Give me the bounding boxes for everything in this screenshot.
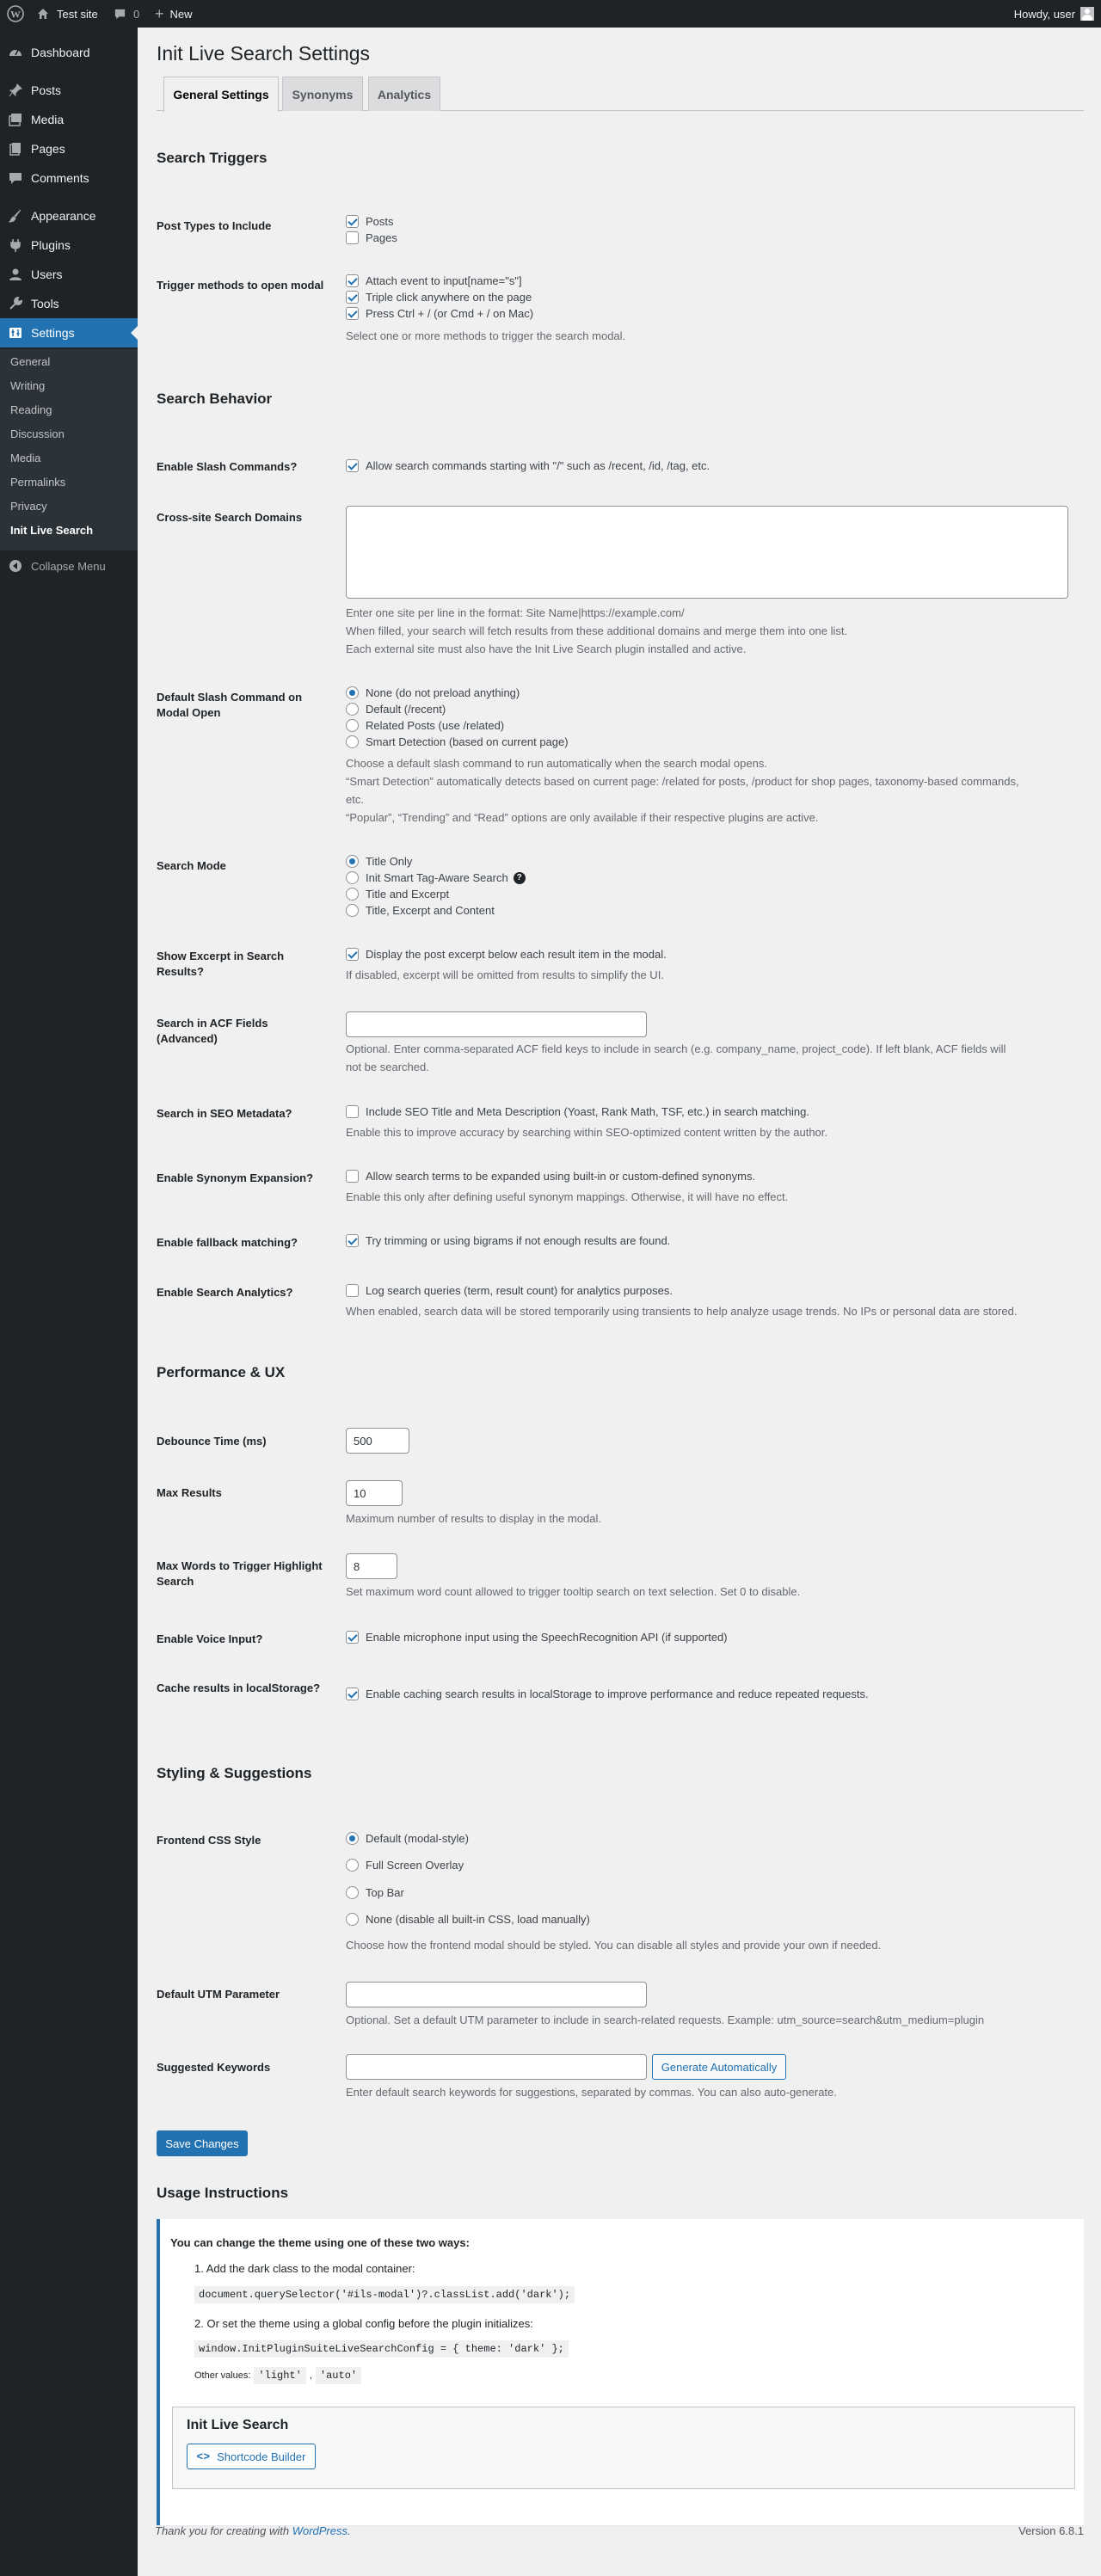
usage-step-2: 2. Or set the theme using a global config before the plugin initializes: — [194, 2317, 533, 2330]
acf-description-2: not be searched. — [346, 1061, 429, 1073]
settings-submenu — [0, 349, 138, 550]
usage-other-values — [194, 2367, 361, 2384]
code-snippet: document.querySelector('#ils-modal')?.classList.add('dark'); — [194, 2286, 575, 2303]
default-slash-related-radio[interactable] — [346, 719, 504, 732]
analytics-description: When enabled, search data will be stored temporarily using transients to help analyze usage trends. No IPs or personal data are stored. — [346, 1305, 1018, 1318]
footer-thanks-suffix: . — [348, 2524, 351, 2537]
cross-site-description-2: When filled, your search will fetch results from these additional domains and merge them into one list. — [346, 624, 848, 637]
usage-instructions-panel — [157, 2219, 1084, 2525]
sidebar-item-label: Comments — [31, 171, 89, 185]
page-icon — [0, 141, 31, 157]
checkbox[interactable] — [346, 274, 359, 287]
section-heading-performance: Performance & UX — [157, 1364, 286, 1380]
seo-checkbox[interactable] — [346, 1105, 809, 1118]
checkbox-label: Allow search commands starting with "/" such as /recent, /id, /tag, etc. — [366, 459, 710, 472]
value-separator: , — [309, 2370, 312, 2381]
section-heading-behavior: Search Behavior — [157, 390, 273, 407]
cache-checkbox[interactable] — [346, 1688, 869, 1700]
new-label: New — [169, 7, 193, 21]
checkbox-label: Allow search terms to be expanded using built-in or custom-defined synonyms. — [366, 1170, 756, 1183]
radio-label: None (disable all built-in CSS, load manually) — [366, 1913, 590, 1926]
new-content-link[interactable] — [155, 0, 193, 28]
checkbox-label: Pages — [366, 231, 397, 244]
default-slash-none-radio[interactable] — [346, 686, 520, 699]
help-icon[interactable]: ? — [514, 872, 526, 884]
checkbox-label: Press Ctrl + / (or Cmd + / on Mac) — [366, 307, 534, 320]
section-heading-triggers: Search Triggers — [157, 150, 268, 166]
wrench-icon — [0, 296, 31, 311]
mode-full-content-radio[interactable] — [346, 904, 495, 917]
post-type-pages-checkbox[interactable] — [346, 231, 397, 244]
site-name-link[interactable] — [36, 0, 98, 28]
sidebar-item-comments[interactable] — [0, 163, 138, 193]
radio[interactable] — [346, 703, 359, 716]
sidebar-item-dashboard[interactable] — [0, 38, 138, 67]
mode-smart-tag-radio[interactable] — [346, 871, 526, 884]
home-icon — [36, 7, 50, 21]
max-words-label: Max Words to Trigger Highlight Search — [157, 1559, 323, 1588]
sidebar-item-label: Settings — [31, 326, 75, 340]
trigger-shortcut-checkbox[interactable] — [346, 307, 533, 320]
sidebar-item-label: Plugins — [31, 238, 71, 252]
default-slash-description-1: Choose a default slash command to run automatically when the search modal opens. — [346, 757, 767, 770]
radio[interactable] — [346, 719, 359, 732]
collapse-label: Collapse Menu — [31, 559, 106, 573]
section-heading-usage: Usage Instructions — [157, 2185, 289, 2201]
trigger-triple-click-checkbox[interactable] — [346, 291, 532, 304]
max-results-input[interactable]: 10 — [346, 1480, 403, 1506]
default-slash-recent-radio[interactable] — [346, 703, 446, 716]
sidebar-item-label: Users — [31, 267, 63, 281]
radio-label: None (do not preload anything) — [366, 686, 520, 699]
usage-step-1: 1. Add the dark class to the modal container: — [194, 2262, 415, 2275]
sidebar-item-label: Posts — [31, 83, 62, 97]
checkbox-label: Include SEO Title and Meta Description (Yoast, Rank Math, TSF, etc.) in search matching. — [366, 1105, 809, 1118]
utm-input[interactable] — [346, 1982, 647, 2007]
radio[interactable] — [346, 888, 359, 901]
checkbox[interactable] — [346, 948, 359, 961]
sidebar-item-label: Appearance — [31, 209, 96, 223]
radio[interactable] — [346, 855, 359, 868]
sidebar-item-tools[interactable] — [0, 289, 138, 318]
synonym-label: Enable Synonym Expansion? — [157, 1171, 314, 1184]
media-icon — [0, 112, 31, 127]
radio-label: Title Only — [366, 855, 413, 868]
submenu-item-permalinks[interactable]: Permalinks — [10, 476, 66, 489]
comments-count: 0 — [133, 7, 140, 21]
checkbox[interactable] — [346, 291, 359, 304]
max-words-description: Set maximum word count allowed to trigger tooltip search on text selection. Set 0 to disable. — [346, 1585, 801, 1598]
admin-bar — [0, 0, 1101, 28]
cross-site-description-1: Enter one site per line in the format: Site Name|https://example.com/ — [346, 606, 685, 619]
radio-label: Default (modal-style) — [366, 1832, 469, 1845]
checkbox-label: Triple click anywhere on the page — [366, 291, 532, 304]
tab-general-settings[interactable]: General Settings — [163, 77, 279, 112]
tab-synonyms[interactable]: Synonyms — [282, 77, 363, 111]
wordpress-logo-icon[interactable] — [5, 0, 26, 28]
excerpt-label: Show Excerpt in Search Results? — [157, 950, 285, 978]
mode-title-only-radio[interactable] — [346, 855, 412, 868]
default-slash-label: Default Slash Command on Modal Open — [157, 691, 303, 719]
slash-commands-checkbox[interactable] — [346, 459, 710, 472]
page-title: Init Live Search Settings — [157, 42, 371, 65]
radio-label: Related Posts (use /related) — [366, 719, 505, 732]
account-menu[interactable] — [1014, 0, 1094, 28]
sidebar-item-label: Dashboard — [31, 46, 90, 59]
radio[interactable] — [346, 1859, 359, 1872]
utm-description: Optional. Set a default UTM parameter to include in search-related requests. Example: utm_source=search&utm_medium=plugin — [346, 2013, 985, 2026]
checkbox[interactable] — [346, 307, 359, 320]
radio-label: Default (/recent) — [366, 703, 446, 716]
default-slash-description-4: “Popular”, “Trending” and “Read” options are only available if their respective plugins are active. — [346, 811, 819, 824]
plus-icon: + — [155, 4, 164, 22]
acf-fields-input[interactable] — [346, 1011, 647, 1037]
debounce-input[interactable]: 500 — [346, 1428, 409, 1454]
trigger-methods-label: Trigger methods to open modal — [157, 279, 324, 292]
checkbox-label: Try trimming or using bigrams if not enough results are found. — [366, 1234, 671, 1247]
keywords-input[interactable] — [346, 2054, 647, 2080]
checkbox-label: Display the post excerpt below each result item in the modal. — [366, 948, 667, 961]
checkbox[interactable] — [346, 1284, 359, 1297]
save-changes-button[interactable]: Save Changes — [157, 2130, 248, 2156]
sidebar-item-label: Tools — [31, 297, 59, 310]
trigger-input-checkbox[interactable] — [346, 274, 522, 287]
main-content — [138, 28, 1101, 2576]
voice-label: Enable Voice Input? — [157, 1632, 263, 1645]
checkbox[interactable] — [346, 1170, 359, 1183]
sidebar-item-media[interactable] — [0, 105, 138, 134]
debounce-label: Debounce Time (ms) — [157, 1435, 267, 1448]
code-snippet: window.InitPluginSuiteLiveSearchConfig = { theme: 'dark' }; — [194, 2340, 569, 2358]
radio[interactable] — [346, 1832, 359, 1845]
avatar — [1080, 7, 1094, 21]
submenu-item-privacy[interactable]: Privacy — [10, 500, 47, 513]
synonym-checkbox[interactable] — [346, 1170, 755, 1183]
radio[interactable] — [346, 686, 359, 699]
radio[interactable] — [346, 1913, 359, 1926]
excerpt-checkbox[interactable] — [346, 948, 667, 961]
submenu-item-writing[interactable]: Writing — [10, 379, 46, 392]
checkbox-label: Attach event to input[name="s"] — [366, 274, 522, 287]
submenu-item-media[interactable]: Media — [10, 452, 41, 464]
synonym-description: Enable this only after defining useful synonym mappings. Otherwise, it will have no effect. — [346, 1190, 789, 1203]
code-value-auto: 'auto' — [316, 2367, 361, 2384]
radio-label: Full Screen Overlay — [366, 1859, 464, 1872]
checkbox[interactable] — [346, 1234, 359, 1247]
analytics-checkbox[interactable] — [346, 1284, 673, 1297]
settings-icon — [0, 325, 31, 341]
radio-label: Title, Excerpt and Content — [366, 904, 495, 917]
radio-label: Init Smart Tag-Aware Search — [366, 871, 508, 884]
sidebar-item-users[interactable] — [0, 260, 138, 289]
submenu-item-general[interactable]: General — [10, 355, 51, 368]
checkbox[interactable] — [346, 215, 359, 228]
submenu-item-reading[interactable]: Reading — [10, 403, 52, 416]
radio-label: Smart Detection (based on current page) — [366, 735, 569, 748]
plug-icon — [0, 237, 31, 253]
footer-version: Version 6.8.1 — [1018, 2524, 1084, 2537]
fallback-label: Enable fallback matching? — [157, 1236, 298, 1249]
sidebar-item-label: Pages — [31, 142, 65, 156]
post-type-posts-checkbox[interactable] — [346, 215, 394, 228]
sidebar-item-plugins[interactable] — [0, 231, 138, 260]
css-topbar-radio[interactable] — [346, 1886, 404, 1899]
radio[interactable] — [346, 904, 359, 917]
cache-label: Cache results in localStorage? — [157, 1681, 321, 1694]
sidebar-item-posts[interactable] — [0, 76, 138, 105]
search-mode-label: Search Mode — [157, 859, 226, 872]
comments-link[interactable] — [114, 0, 139, 28]
seo-label: Search in SEO Metadata? — [157, 1107, 292, 1120]
sidebar-item-settings[interactable] — [0, 318, 138, 347]
max-words-input[interactable]: 8 — [346, 1553, 397, 1579]
checkbox[interactable] — [346, 1631, 359, 1644]
keywords-description: Enter default search keywords for suggestions, separated by commas. You can also auto-generate. — [346, 2086, 837, 2099]
checkbox-label: Enable caching search results in localStorage to improve performance and reduce repeated requests. — [366, 1688, 869, 1700]
css-style-label: Frontend CSS Style — [157, 1834, 261, 1847]
usage-code-2 — [194, 2340, 569, 2358]
radio[interactable] — [346, 1886, 359, 1899]
comment-icon — [0, 170, 31, 186]
submenu-item-discussion[interactable]: Discussion — [10, 427, 65, 440]
radio[interactable] — [346, 735, 359, 748]
wordpress-link[interactable]: WordPress — [292, 2524, 348, 2537]
submenu-item-init-live-search[interactable]: Init Live Search — [10, 524, 94, 537]
checkbox-label: Enable microphone input using the SpeechRecognition API (if supported) — [366, 1631, 728, 1644]
cross-site-domains-textarea[interactable] — [346, 506, 1068, 599]
excerpt-description: If disabled, excerpt will be omitted from results to simplify the UI. — [346, 968, 664, 981]
checkbox-label: Posts — [366, 215, 394, 228]
css-style-description: Choose how the frontend modal should be styled. You can disable all styles and provide your own if needed. — [346, 1939, 882, 1952]
keywords-label: Suggested Keywords — [157, 2061, 271, 2074]
pin-icon — [0, 83, 31, 98]
radio-label: Title and Excerpt — [366, 888, 450, 901]
shortcode-builder-button[interactable] — [187, 2444, 316, 2469]
code-value-light: 'light' — [254, 2367, 305, 2384]
css-none-radio[interactable] — [346, 1913, 590, 1926]
howdy-text: Howdy, user — [1013, 7, 1075, 21]
nav-tabs — [157, 77, 1084, 111]
sidebar-item-label: Media — [31, 113, 65, 126]
comment-icon — [114, 8, 126, 21]
default-slash-description-3: etc. — [346, 793, 364, 806]
collapse-menu-button[interactable] — [0, 556, 138, 576]
tab-analytics[interactable]: Analytics — [368, 77, 440, 111]
code-icon: <> — [196, 2450, 211, 2463]
footer-thanks — [155, 2524, 351, 2537]
max-results-label: Max Results — [157, 1486, 222, 1499]
acf-description-1: Optional. Enter comma-separated ACF field keys to include in search (e.g. company_name, project_code). If left blank, ACF fields will — [346, 1042, 1006, 1055]
user-icon — [0, 267, 31, 282]
trigger-methods-description: Select one or more methods to trigger the search modal. — [346, 329, 626, 342]
mode-title-excerpt-radio[interactable] — [346, 888, 449, 901]
other-values-label: Other values: — [194, 2370, 251, 2381]
dashboard-icon — [0, 45, 31, 60]
shortcode-box-title: Init Live Search — [187, 2418, 289, 2432]
checkbox[interactable] — [346, 231, 359, 244]
slash-commands-label: Enable Slash Commands? — [157, 460, 298, 473]
sidebar-item-appearance[interactable] — [0, 201, 138, 231]
default-slash-description-2: “Smart Detection” automatically detects based on current page: /related for posts, /product for shop pages, taxonomy-based commands, — [346, 775, 1019, 788]
acf-label: Search in ACF Fields (Advanced) — [157, 1017, 268, 1045]
usage-intro: You can change the theme using one of these two ways: — [170, 2236, 470, 2249]
cross-site-label: Cross-site Search Domains — [157, 511, 303, 524]
css-default-radio[interactable] — [346, 1832, 469, 1845]
footer-thanks-prefix: Thank you for creating with — [155, 2524, 290, 2537]
utm-label: Default UTM Parameter — [157, 1988, 280, 2001]
section-heading-styling: Styling & Suggestions — [157, 1765, 312, 1781]
default-slash-smart-radio[interactable] — [346, 735, 569, 748]
usage-code-1 — [194, 2286, 575, 2303]
checkbox[interactable] — [346, 459, 359, 472]
checkbox[interactable] — [346, 1105, 359, 1118]
checkbox-label: Log search queries (term, result count) for analytics purposes. — [366, 1284, 673, 1297]
seo-description: Enable this to improve accuracy by searching within SEO-optimized content written by the author. — [346, 1126, 828, 1139]
generate-keywords-button[interactable]: Generate Automatically — [652, 2054, 786, 2080]
brush-icon — [0, 208, 31, 224]
radio[interactable] — [346, 871, 359, 884]
shortcode-box — [172, 2407, 1075, 2489]
max-results-description: Maximum number of results to display in the modal. — [346, 1512, 601, 1525]
collapse-icon — [0, 559, 31, 573]
cross-site-description-3: Each external site must also have the Init Live Search plugin installed and active. — [346, 642, 747, 655]
post-types-label: Post Types to Include — [157, 219, 272, 232]
site-name: Test site — [57, 7, 98, 21]
voice-checkbox[interactable] — [346, 1631, 728, 1644]
radio-label: Top Bar — [366, 1886, 404, 1899]
shortcode-builder-label: Shortcode Builder — [217, 2450, 306, 2463]
fallback-checkbox[interactable] — [346, 1234, 670, 1247]
svg-text:W: W — [10, 8, 21, 21]
css-fullscreen-radio[interactable] — [346, 1859, 464, 1872]
sidebar-item-pages[interactable] — [0, 134, 138, 163]
checkbox[interactable] — [346, 1688, 359, 1700]
analytics-label: Enable Search Analytics? — [157, 1286, 293, 1299]
